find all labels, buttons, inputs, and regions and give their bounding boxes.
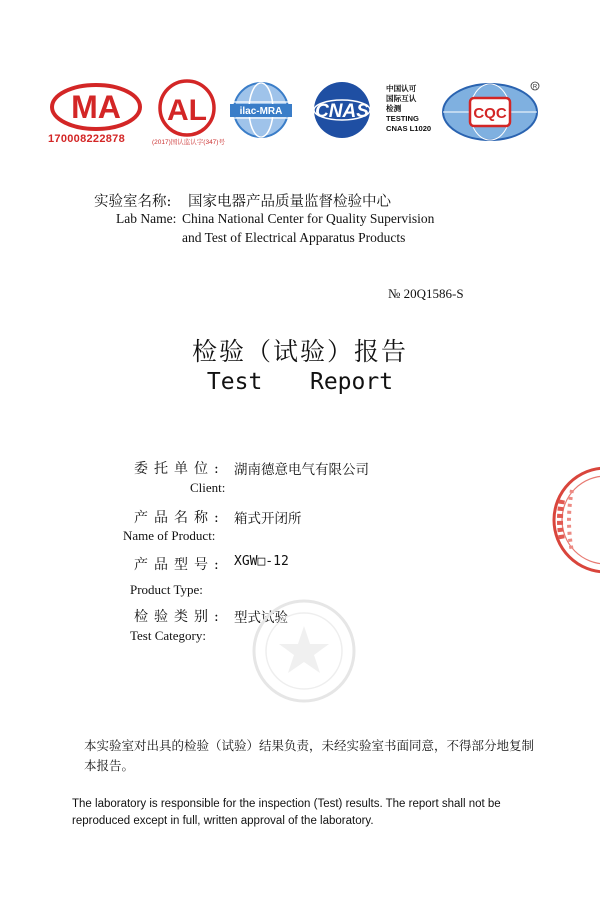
ilac-mra-logo: [226, 80, 296, 140]
test-category-label-en: Test Category:: [130, 628, 206, 643]
cnas-logo: [302, 80, 382, 140]
lab-name-cn-label: 实验室名称:: [94, 194, 172, 210]
cal-logo: [155, 78, 219, 138]
report-title-en: Test Report: [206, 369, 394, 395]
svg-text:CQC: CQC: [473, 105, 507, 122]
ilac-globe-icon: [226, 80, 296, 140]
cal-caption: (2017)国认监认字(347)号: [152, 139, 225, 146]
report-number: № 20Q1586-S: [388, 286, 464, 301]
cma-mark-icon: [50, 82, 142, 132]
svg-text:CNAS: CNAS: [315, 101, 369, 122]
lab-name-en-line2: and Test of Electrical Apparatus Products: [182, 230, 406, 245]
red-seal-stamp: [548, 460, 600, 580]
report-title-cn: 检验（试验）报告: [191, 337, 408, 366]
product-type-label-cn: 产品型号:: [134, 557, 225, 573]
client-label-cn: 委托单位:: [134, 461, 225, 477]
svg-text:R: R: [532, 84, 538, 91]
cal-mark-icon: [155, 78, 219, 138]
lab-name-cn: 国家电器产品质量监督检验中心: [188, 194, 391, 210]
svg-text:MA: MA: [71, 89, 121, 125]
cma-logo: [50, 82, 142, 132]
lab-name-en-line1: China National Center for Quality Supervision: [182, 211, 435, 226]
test-category-label-cn: 检验类别:: [134, 609, 225, 625]
client-value: 湖南德意电气有限公司: [234, 462, 369, 478]
cma-number: 170008222878: [48, 133, 126, 145]
cnas-accreditation-text: 中国认可 国际互认 检测 TESTING CNAS L1020: [386, 84, 432, 133]
test-category-value: 型式试验: [234, 610, 288, 626]
product-name-label-en: Name of Product:: [123, 528, 216, 543]
notice-en: The laboratory is responsible for the inspection (Test) results. The report shall not be reproduced except in full, written approval of the laboratory.: [72, 798, 501, 827]
product-name-label-cn: 产品名称:: [134, 510, 225, 526]
notice-cn: 本实验室对出具的检验（试验）结果负责，未经实验室书面同意，不得部分地复制本报告。: [84, 738, 535, 773]
svg-text:ilac-MRA: ilac-MRA: [239, 106, 283, 117]
lab-name-en-label: Lab Name:: [116, 211, 177, 226]
product-type-label-en: Product Type:: [130, 582, 203, 597]
cqc-logo: [440, 80, 540, 142]
red-seal-icon: [548, 460, 600, 580]
seal-watermark-icon: [244, 596, 364, 706]
client-label-en: Client:: [190, 480, 226, 495]
embossed-seal-watermark: [244, 596, 364, 706]
cqc-globe-icon: [440, 80, 540, 142]
product-type-value: XGW□-12: [234, 554, 289, 569]
product-name-value: 箱式开闭所: [234, 511, 302, 527]
cnas-mark-icon: [302, 80, 382, 140]
svg-text:AL: AL: [167, 94, 207, 127]
